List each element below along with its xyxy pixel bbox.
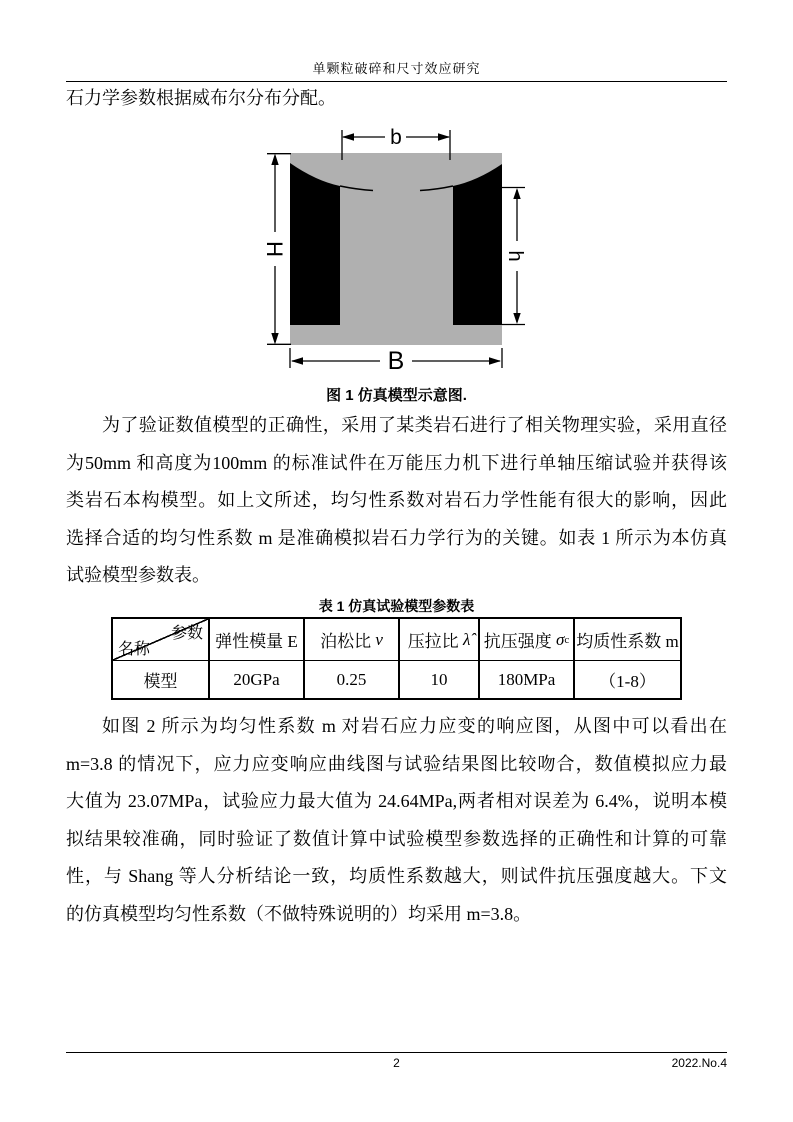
arrowhead — [513, 188, 520, 199]
table-value-compression-tension-ratio: 10 — [398, 661, 478, 698]
arrowhead — [513, 313, 520, 324]
arrowhead — [271, 333, 278, 345]
running-header: 单颗粒破碎和尺寸效应研究 — [312, 61, 481, 76]
text-line: 性，与 Shang 等人分析结论一致，均质性系数越大，则试件抗压强度越大。下文 — [66, 866, 727, 886]
label-b: b — [390, 126, 402, 149]
intro-paragraph — [66, 80, 727, 118]
table-row-label: 模型 — [143, 672, 178, 691]
text-line: 拟结果较准确，同时验证了数值计算中试验模型参数选择的正确性和计算的可靠 — [66, 828, 727, 849]
sigma-symbol: σ — [555, 629, 565, 649]
table-header-compression-tension-ratio: 压拉比 λ̂ — [398, 619, 478, 661]
table-value-homogeneity-index: （1-8） — [573, 661, 680, 698]
text-line: 石力学参数根据威布尔分布分配。 — [66, 88, 336, 108]
arrowhead — [342, 133, 354, 141]
corner-label-parameter: 参数 — [170, 625, 203, 642]
label-h: h — [504, 250, 526, 262]
arrowhead — [271, 154, 278, 166]
table-corner-cell — [113, 619, 208, 661]
table-value-elastic-modulus: 20GPa — [208, 661, 303, 698]
figure-1-diagram — [228, 118, 576, 384]
table-value-poisson-ratio: 0.25 — [303, 661, 398, 698]
table-header-compressive-strength: 抗压强度 σ c — [478, 619, 573, 661]
table-value-compressive-strength: 180MPa — [478, 661, 573, 698]
table-caption: 表 1 仿真试验模型参数表 — [318, 598, 475, 614]
table-header-elastic-modulus: 弹性模量 E — [208, 619, 303, 661]
corner-label-name: 名称 — [118, 641, 151, 658]
arrowhead — [291, 357, 303, 365]
arrowhead — [489, 357, 501, 365]
text-line: 试验模型参数表。 — [66, 565, 210, 585]
right-black-region — [453, 164, 502, 325]
label-B: B — [387, 347, 405, 375]
text-line: 大值为 23.07MPa，试验应力最大值为 24.64MPa,两者相对误差为 6.4%，说明本模 — [66, 791, 727, 811]
left-black-region — [290, 163, 340, 325]
paragraph-2 — [66, 708, 727, 933]
table-header-homogeneity-index: 均质性系数 m — [573, 619, 680, 661]
text-line: 如图 2 所示为均匀性系数 m 对岩石应力应变的响应图，从图中可以看出在 — [102, 716, 727, 736]
issue-label: 2022.No.4 — [671, 1056, 727, 1070]
text-line: 选择合适的均匀性系数 m 是准确模拟岩石力学行为的关键。如表 1 所示为本仿真 — [66, 527, 727, 548]
text-line: 的仿真模型均匀性系数（不做特殊说明的）均采用 m=3.8。 — [66, 903, 532, 924]
arrowhead — [438, 133, 450, 141]
figure-caption: 图 1 仿真模型示意图. — [326, 387, 467, 404]
text-line: 为50mm 和高度为100mm 的标准试件在万能压力机下进行单轴压缩试验并获得该 — [66, 452, 727, 473]
text-line: m=3.8 的情况下，应力应变响应曲线图与试验结果图比较吻合，数值模拟应力最 — [66, 753, 727, 774]
footer-rule — [66, 1052, 727, 1053]
table-header-poisson-ratio: 泊松比 ν — [303, 619, 398, 661]
lambda-hat-symbol: λ̂ — [462, 629, 471, 649]
paragraph-1 — [66, 407, 727, 595]
label-H: H — [262, 241, 287, 257]
page-number: 2 — [393, 1056, 400, 1070]
text-line: 为了验证数值模型的正确性，采用了某类岩石进行了相关物理实验，采用直径 — [102, 415, 727, 435]
text-line: 类岩石本构模型。如上文所述，均匀性系数对岩石力学性能有很大的影响，因此 — [66, 490, 727, 510]
parameter-table — [111, 617, 682, 700]
nu-symbol: ν — [375, 629, 383, 649]
